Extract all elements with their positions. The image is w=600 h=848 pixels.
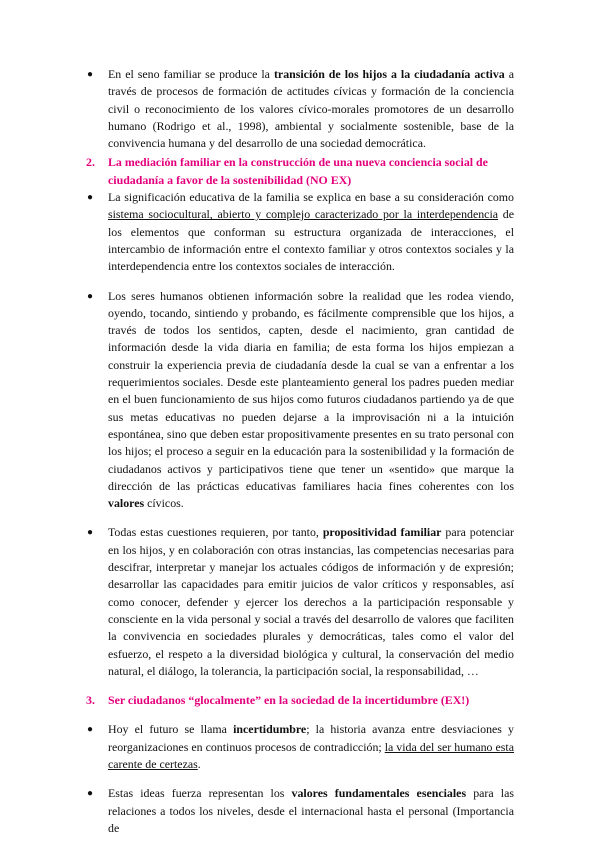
paragraph-text: En el seno familiar se produce la <box>108 67 274 81</box>
bullet-icon: ● <box>87 724 94 736</box>
section-title: La mediación familiar en la construcción de una nueva conciencia social de ciudadanía a favor de la sostenibilidad (NO EX) <box>108 155 488 187</box>
paragraph-text: La significación educativa de la familia se explica en base a su consideración como <box>108 190 514 205</box>
paragraph-text: a través de procesos de formación de actitudes cívicas y formación de la conciencia civil o reconocimiento de los valores cívico-morales promotores de un desarrollo humano (Rodrigo et al., 1998), ambiental y socialmente sostenible, base de la convivencia humana y del desarrollo de una sociedad democrática. <box>108 67 515 151</box>
paragraph-text: Hoy el futuro se llama <box>108 722 234 737</box>
bold-phrase: valores fundamentales esenciales <box>291 786 467 801</box>
section-title: Ser ciudadanos “glocalmente” en la sociedad de la incertidumbre (EX!) <box>108 693 470 708</box>
underlined-phrase: la vida del ser humano esta carente de certezas <box>108 739 514 771</box>
bullet-paragraph-family-propositivity <box>86 524 514 680</box>
paragraph-text: Todas estas cuestiones requieren, por tanto, <box>108 525 323 540</box>
bullet-paragraph-family-significance <box>86 189 514 275</box>
bullet-paragraph-human-information <box>86 288 514 513</box>
paragraph-text: para las relaciones a todos los niveles, desde el internacional hasta el personal (Importancia de <box>108 786 514 835</box>
bold-phrase: transición de los hijos a la ciudadanía activa <box>273 67 505 81</box>
bullet-paragraph-fundamental-values <box>86 785 514 837</box>
paragraph-text: Los seres humanos obtienen información sobre la realidad que les rodea viendo, oyendo, tocando, sintiendo y probando, es fácilmente comprensible que los hijos, a través de todos los sentidos, capten, desde el nacimiento, gran cantidad de información desde la vida diaria en familia; de esta forma los hijos empiezan a construir la experiencia previa de ciudadanía desde la cual se van a enfrentar a los requerimientos sociales. Desde este planteamiento general los padres pueden mediar en el buen funcionamiento de sus hijos como futuros ciudadanos partiendo ya de que sus metas educativas no pueden dejarse a la improvisación ni a la intuición espontánea, sino que deben estar propositivamente presentes en su trato personal con los hijos; el proceso a seguir en la educación para la sostenibilidad y la formación de ciudadanos activos y participativos tiene que tener un «sentido» que marque la dirección de las prácticas educativas familiares hacia fines coherentes con los <box>108 288 514 493</box>
bullet-icon: ● <box>87 69 94 80</box>
paragraph-text: ; la historia avanza entre desviaciones y reorganizaciones en continuos procesos de contradicción; <box>108 722 514 754</box>
bullet-paragraph-uncertainty <box>86 721 514 773</box>
bold-phrase: incertidumbre <box>233 722 307 737</box>
bullet-icon: ● <box>87 290 94 302</box>
bullet-icon: ● <box>87 788 94 800</box>
section-heading-3 <box>86 692 514 709</box>
section-heading-2 <box>86 154 514 189</box>
bold-phrase: propositividad familiar <box>322 525 442 540</box>
underlined-phrase: sistema sociocultural, abierto y complejo caracterizado por la interdependencia <box>108 207 499 222</box>
bold-phrase: valores <box>108 496 145 511</box>
paragraph-text: cívicos. <box>144 496 184 511</box>
paragraph-text: Estas ideas fuerza representan los <box>108 786 292 801</box>
section-number: 3. <box>86 693 95 708</box>
paragraph-text: de los elementos que conforman su estructura organizada de interacciones, el intercambio de información entre el contexto familiar y otros contextos sociales y la interdependencia entre los contextos sociales de interacción. <box>108 207 514 274</box>
bullet-icon: ● <box>87 527 94 539</box>
bullet-icon: ● <box>87 192 94 204</box>
paragraph-text: para potenciar en los hijos, y en colaboración con otras instancias, las competencias necesarias para descifrar, interpretar y manejar los actuales códigos de información y de expresión; desarrollar las capacidades para emitir juicios de valor críticos y responsables, así como conocer, defender y ejercer los derechos a la participación responsable y consciente en la vida personal y social a través del desarrollo de valores que faciliten la convivencia en sociedades plurales y democráticas, tales como el valor del esfuerzo, el respeto a la diversidad biológica y cultural, la conservación del medio natural, el diálogo, la tolerancia, la participación social, la responsabilidad, … <box>108 525 514 678</box>
section-number: 2. <box>86 155 95 170</box>
paragraph-text: . <box>197 756 201 771</box>
bullet-paragraph-citizenship-transition <box>86 66 514 152</box>
